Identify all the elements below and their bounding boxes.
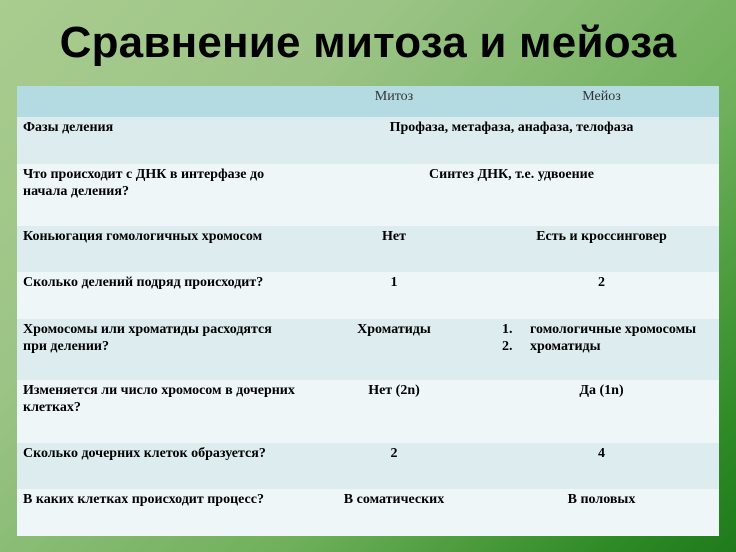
question-cell: Коньюгация гомологичных хромосом bbox=[17, 226, 304, 272]
table-header-row bbox=[17, 86, 719, 117]
question-cell: В каких клетках происходит процесс? bbox=[17, 489, 304, 536]
header-empty-cell bbox=[17, 86, 304, 117]
mitoz-cell: 2 bbox=[304, 443, 484, 489]
table-row bbox=[17, 443, 719, 489]
mitoz-cell: 1 bbox=[304, 272, 484, 319]
question-cell: Сколько дочерних клеток образуется? bbox=[17, 443, 304, 489]
question-cell: Что происходит с ДНК в интерфазе до начала деления? bbox=[17, 164, 304, 226]
slide-title: Сравнение митоза и мейоза bbox=[59, 18, 677, 67]
question-cell: Фазы деления bbox=[17, 117, 304, 164]
question-cell: Сколько делений подряд происходит? bbox=[17, 272, 304, 319]
meioz-cell: 2 bbox=[484, 272, 719, 319]
mitoz-cell: Нет bbox=[304, 226, 484, 272]
question-cell: Хромосомы или хроматиды расходятся при делении? bbox=[17, 319, 304, 380]
meioz-list bbox=[490, 321, 713, 355]
table-row bbox=[17, 489, 719, 536]
table-row bbox=[17, 380, 719, 443]
mitoz-cell: Нет (2n) bbox=[304, 380, 484, 443]
table-row bbox=[17, 164, 719, 226]
meioz-cell: 4 bbox=[484, 443, 719, 489]
meioz-cell: Да (1n) bbox=[484, 380, 719, 443]
shared-answer-cell: Синтез ДНК, т.е. удвоение bbox=[304, 164, 719, 226]
mitoz-cell: В соматических bbox=[304, 489, 484, 536]
table-row bbox=[17, 226, 719, 272]
meioz-cell: В половых bbox=[484, 489, 719, 536]
table-row bbox=[17, 272, 719, 319]
mitoz-cell: Хроматиды bbox=[304, 319, 484, 380]
table-row bbox=[17, 319, 719, 380]
comparison-table bbox=[17, 86, 719, 536]
table-row bbox=[17, 117, 719, 164]
header-mitoz: Митоз bbox=[304, 86, 484, 117]
meioz-cell: Есть и кроссинговер bbox=[484, 226, 719, 272]
meioz-cell bbox=[484, 319, 719, 380]
list-item: хроматиды bbox=[530, 339, 601, 354]
list-item: гомологичные хромосомы bbox=[530, 322, 697, 337]
question-cell: Изменяется ли число хромосом в дочерних клетках? bbox=[17, 380, 304, 443]
header-meioz: Мейоз bbox=[484, 86, 719, 117]
shared-answer-cell: Профаза, метафаза, анафаза, телофаза bbox=[304, 117, 719, 164]
